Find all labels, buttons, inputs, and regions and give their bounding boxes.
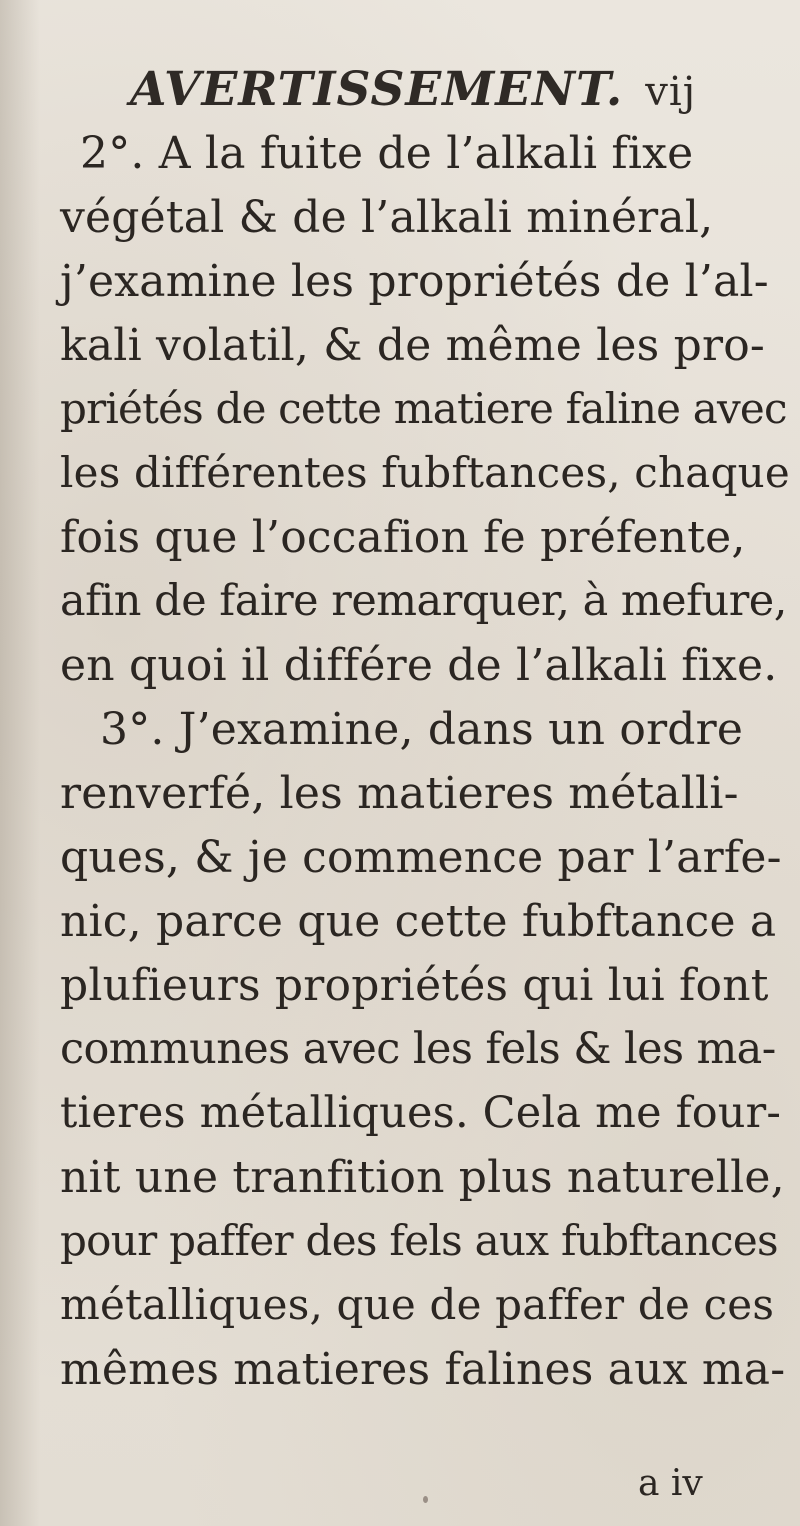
text-line-20: mêmes matieres falines aux ma- xyxy=(60,1344,786,1395)
text-line-4: kali volatil, & de même les pro- xyxy=(60,320,765,371)
ink-speck xyxy=(423,1496,428,1503)
text-line-17: nit une tranfition plus naturelle, xyxy=(60,1152,785,1203)
text-line-19: métalliques, que de paffer de ces xyxy=(60,1280,775,1329)
text-line-14: plufieurs propriétés qui lui font xyxy=(60,960,769,1011)
page-header xyxy=(130,62,696,117)
text-line-5: priétés de cette matiere faline avec xyxy=(60,384,787,433)
text-line-3: j’examine les propriétés de l’al- xyxy=(60,256,769,307)
text-line-7: fois que l’occafion fe préfente, xyxy=(60,512,746,563)
text-line-13: nic, parce que cette fubftance a xyxy=(60,896,777,947)
text-line-16: tieres métalliques. Cela me four- xyxy=(60,1088,782,1138)
text-line-11: renverfé, les matieres métalli- xyxy=(60,768,739,819)
signature-mark: a iv xyxy=(638,1463,703,1504)
text-line-1: 2°. A la fuite de l’alkali fixe xyxy=(80,128,694,179)
text-line-2: végétal & de l’alkali minéral, xyxy=(60,192,714,243)
text-line-10: 3°. J’examine, dans un ordre xyxy=(100,704,744,755)
text-line-6: les différentes fubftances, chaque xyxy=(60,448,790,497)
text-line-9: en quoi il différe de l’alkali fixe. xyxy=(60,640,778,691)
page-gutter-shadow xyxy=(0,0,40,1526)
text-line-18: pour paffer des fels aux fubftances xyxy=(60,1216,778,1265)
text-line-15: communes avec les fels & les ma- xyxy=(60,1024,776,1074)
page-number: vij xyxy=(645,69,697,115)
text-line-8: afin de faire remarquer, à mefure, xyxy=(60,576,787,626)
header-title: AVERTISSEMENT. xyxy=(130,62,624,117)
text-line-12: ques, & je commence par l’arfe- xyxy=(60,832,782,883)
